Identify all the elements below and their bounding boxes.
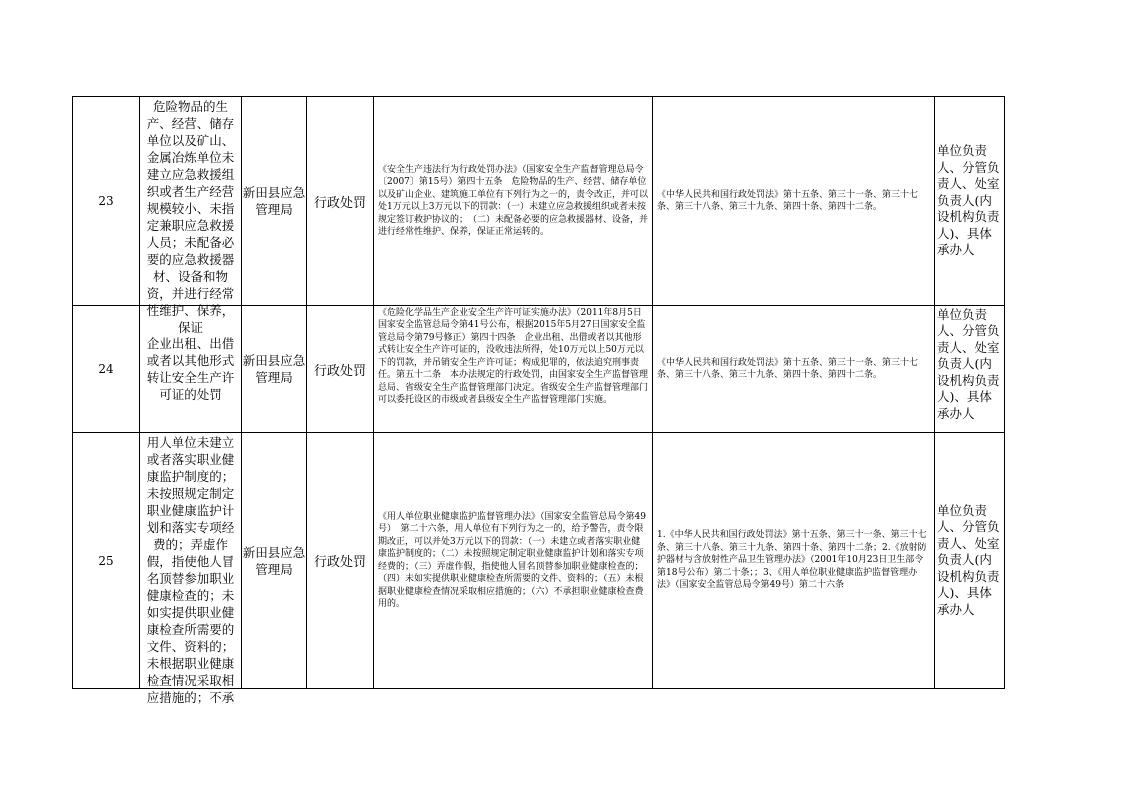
procedure-law bbox=[653, 306, 935, 433]
legal-basis bbox=[374, 306, 653, 433]
procedure-law-text: 《中华人民共和国行政处罚法》第十五条、第三十一条、第三十七条、第三十八条、第三十九条、第四十条、第四十二条。 bbox=[657, 357, 919, 380]
violation-item-text: 用人单位未建立或者落实职业健康监护制度的；未按照规定制定职业健康监护计划和落实专项经费的；弄虚作假，指使他人冒名顶替参加职业健康检查的；未如实提供职业健康检查所需要的文件、资料的；未根据职业健康检查情况采取相应措施的；不承 bbox=[146, 434, 235, 705]
violation-item bbox=[140, 97, 242, 335]
legal-basis-text: 《用人单位职业健康监护监督管理办法》（国家安全监管总局令第49号） 第二十六条，用人单位有下列行为之一的，给予警告，责令限期改正，可以并处3万元以下的罚款：（一）未建立或者落实职业健康监护制度的；（二）未按照规定制定职业健康监护计划和落实专项经费的；（三）弄虚作假，指使他人冒名顶替参加职业健康检查的；（四）未如实提供职业健康检查所需要的文件、资料的；（五）未根据职业健康检查情况采取相应措施的；（六）不承担职业健康检查费用的。 bbox=[378, 511, 646, 609]
row-number: 24 bbox=[73, 306, 140, 433]
department: 新田县应急管理局 bbox=[242, 306, 307, 433]
penalty-type: 行政处罚 bbox=[307, 433, 374, 689]
violation-item bbox=[140, 433, 242, 705]
responsible-persons bbox=[935, 433, 1005, 689]
enforcement-table bbox=[72, 96, 1005, 705]
responsible-persons-text: 单位负责人、分管负责人、处室负责人(内设机构负责人)、具体承办人 bbox=[937, 306, 1000, 421]
responsible-persons-text: 单位负责人、分管负责人、处室负责人(内设机构负责人)、具体承办人 bbox=[937, 143, 1000, 258]
responsible-persons bbox=[935, 97, 1005, 306]
row-number: 25 bbox=[73, 433, 140, 689]
table-row bbox=[73, 306, 1005, 433]
procedure-law bbox=[653, 433, 935, 689]
department: 新田县应急管理局 bbox=[242, 433, 307, 689]
table-row bbox=[73, 97, 1005, 306]
legal-basis-text: 《安全生产违法行为行政处罚办法》（国家安全生产监督管理总局令〔2007〕第15号）第四十五条 危险物品的生产、经营、储存单位以及矿山企业、建筑施工单位有下列行为之一的，责令改正，并可以处1万元以上3万元以下的罚款：（一）未建立应急救援组织或者未按规定签订救护协议的； （二）未配备必要的应急救援器材、设备，并进行经常性维护、保养，保证正常运转的。 bbox=[378, 164, 649, 237]
legal-basis bbox=[374, 433, 653, 689]
procedure-law bbox=[653, 97, 935, 306]
violation-item-text: 企业出租、出借或者以其他形式转让安全生产许可证的处罚 bbox=[146, 336, 235, 402]
procedure-law-text: 1.《中华人民共和国行政处罚法》第十五条、第三十一条、第三十七条、第三十八条、第三十九条、第四十条、第四十二条；2.《放射防护器材与含放射性产品卫生管理办法》（2001年10月23日卫生部令第18号公布）第二十条；；3、《用人单位职业健康监护监督管理办法》（国家安全监管总局令第49号）第二十六条 bbox=[657, 530, 927, 591]
table-row bbox=[73, 433, 1005, 689]
department: 新田县应急管理局 bbox=[242, 97, 307, 306]
responsible-persons bbox=[935, 306, 1005, 433]
legal-basis bbox=[374, 97, 653, 306]
legal-basis-text: 《危险化学品生产企业安全生产许可证实施办法》（2011年8月5日国家安全监管总局令第41号公布，根据2015年5月27日国家安全监管总局令第79号修正）第四十四条 企业出租、出借或者以其他形式转让安全生产许可证的，没收违法所得，处10万元以上50万元以下的罚款，并吊销安全生产许可证；构成犯罪的，依法追究刑事责任。第五十二条 本办法规定的行政处罚，由国家安全生产监督管理总局、省级安全生产监督管理部门决定。省级安全生产监督管理部门可以委托设区的市级或者县级安全生产监督管理部门实施。 bbox=[378, 307, 649, 405]
responsible-persons-text: 单位负责人、分管负责人、处室负责人(内设机构负责人)、具体承办人 bbox=[937, 502, 1000, 617]
penalty-type: 行政处罚 bbox=[307, 97, 374, 306]
penalty-type: 行政处罚 bbox=[307, 306, 374, 433]
procedure-law-text: 《中华人民共和国行政处罚法》第十五条、第三十一条、第三十七条、第三十八条、第三十九条、第四十条、第四十二条。 bbox=[657, 189, 919, 212]
violation-item-text: 危险物品的生产、经营、储存单位以及矿山、金属冶炼单位未建立应急救援组织或者生产经营规模较小、未指定兼职应急救援人员；未配备必要的应急救援器材、设备和物资，并进行经常性维护、保养，保证 bbox=[146, 98, 235, 335]
row-number: 23 bbox=[73, 97, 140, 306]
